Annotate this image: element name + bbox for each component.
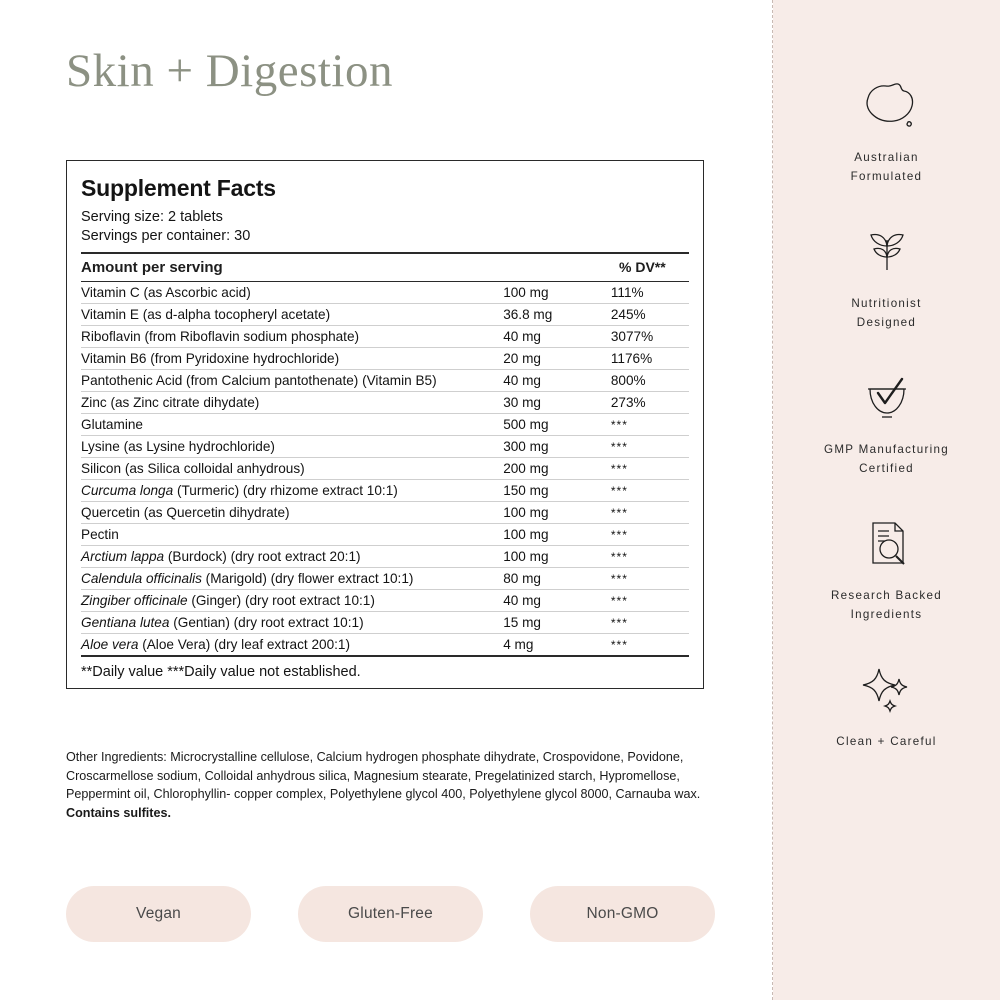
mortar-pestle-check-icon bbox=[858, 366, 916, 428]
nutrient-name: Vitamin C (as Ascorbic acid) bbox=[81, 282, 503, 304]
badge-non-gmo: Non-GMO bbox=[530, 886, 715, 942]
badge-vegan: Vegan bbox=[66, 886, 251, 942]
feature-label bbox=[851, 294, 921, 332]
serving-size: Serving size: 2 tablets bbox=[81, 209, 223, 225]
table-row bbox=[81, 326, 689, 348]
table-row bbox=[81, 414, 689, 436]
table-row bbox=[81, 370, 689, 392]
nutrient-name bbox=[81, 612, 503, 634]
nutrient-dv: *** bbox=[611, 436, 689, 458]
nutrient-latin: Aloe vera bbox=[81, 637, 139, 652]
nutrient-amount: 100 mg bbox=[503, 502, 611, 524]
nutrient-amount: 20 mg bbox=[503, 348, 611, 370]
nutrient-name bbox=[81, 634, 503, 656]
feature-label-line2: Formulated bbox=[850, 170, 923, 183]
feature-label bbox=[824, 440, 949, 478]
other-ingredients-block bbox=[66, 748, 716, 822]
feature-label-line1: Nutritionist bbox=[851, 297, 922, 310]
supplement-facts-title: Supplement Facts bbox=[81, 175, 276, 201]
nutrient-common: Glutamine bbox=[81, 417, 143, 432]
nutrient-dv: *** bbox=[611, 480, 689, 502]
nutrient-amount: 200 mg bbox=[503, 458, 611, 480]
feature-clean-careful bbox=[773, 658, 1000, 751]
vitamins-table bbox=[81, 281, 689, 655]
table-row bbox=[81, 348, 689, 370]
nutrient-amount: 30 mg bbox=[503, 392, 611, 414]
nutrient-dv: *** bbox=[611, 590, 689, 612]
nutrient-amount: 40 mg bbox=[503, 326, 611, 348]
nutrient-common: Pectin bbox=[81, 527, 119, 542]
nutrient-common: (Marigold) (dry flower extract 10:1) bbox=[201, 571, 414, 586]
table-row bbox=[81, 546, 689, 568]
document-magnifier-icon bbox=[859, 512, 915, 574]
feature-australian-formulated bbox=[773, 74, 1000, 186]
nutrient-dv: 111% bbox=[611, 282, 689, 304]
feature-label-line1: Australian bbox=[854, 151, 919, 164]
servings-per-container: Servings per container: 30 bbox=[81, 228, 251, 244]
page-title: Skin + Digestion bbox=[66, 45, 393, 97]
nutrient-dv: 800% bbox=[611, 370, 689, 392]
nutrient-dv: 245% bbox=[611, 304, 689, 326]
nutrient-amount: 300 mg bbox=[503, 436, 611, 458]
feature-label-line1: Clean + Careful bbox=[836, 735, 937, 748]
amount-per-serving-label: Amount per serving bbox=[81, 259, 223, 276]
nutrient-amount: 36.8 mg bbox=[503, 304, 611, 326]
nutrient-common: (Ginger) (dry root extract 10:1) bbox=[187, 593, 375, 608]
feature-label bbox=[831, 586, 942, 624]
nutrient-name bbox=[81, 458, 503, 480]
contains-sulfites-warning: Contains sulfites. bbox=[66, 805, 171, 820]
nutrient-dv: 3077% bbox=[611, 326, 689, 348]
nutrient-name bbox=[81, 414, 503, 436]
table-row bbox=[81, 282, 689, 304]
nutrient-name bbox=[81, 568, 503, 590]
nutrient-name bbox=[81, 436, 503, 458]
nutrient-name bbox=[81, 546, 503, 568]
nutrient-name: Riboflavin (from Riboflavin sodium phosphate) bbox=[81, 326, 503, 348]
nutrient-common: (Gentian) (dry root extract 10:1) bbox=[169, 615, 364, 630]
nutrient-dv: *** bbox=[611, 568, 689, 590]
nutrient-latin: Calendula officinalis bbox=[81, 571, 202, 586]
supplement-facts-panel bbox=[66, 160, 704, 689]
nutrient-dv: *** bbox=[611, 414, 689, 436]
nutrient-latin: Arctium lappa bbox=[81, 549, 165, 564]
table-row bbox=[81, 590, 689, 612]
other-ingredients-text: Other Ingredients: Microcrystalline cellulose, Calcium hydrogen phosphate dihydrate, Crospovidone, Povidone, Croscarmellose sodium, Colloidal anhydrous silica, Magnesium stearate, Pregelatinized starch, Hypromellose, Peppermint oil, Chlorophyllin- copper complex, Polyethylene glycol 400, Polyethylene glycol 8000, Carnauba wax. bbox=[66, 750, 701, 801]
feature-label bbox=[836, 732, 936, 751]
nutrient-dv: *** bbox=[611, 524, 689, 546]
nutrient-latin: Zingiber officinale bbox=[81, 593, 188, 608]
table-row bbox=[81, 392, 689, 414]
nutrient-amount: 40 mg bbox=[503, 370, 611, 392]
nutrient-name: Vitamin B6 (from Pyridoxine hydrochloride) bbox=[81, 348, 503, 370]
nutrient-dv: *** bbox=[611, 634, 689, 656]
nutrient-name bbox=[81, 590, 503, 612]
nutrient-amount: 80 mg bbox=[503, 568, 611, 590]
table-row bbox=[81, 480, 689, 502]
nutrient-common: (Turmeric) (dry rhizome extract 10:1) bbox=[173, 483, 398, 498]
table-row bbox=[81, 568, 689, 590]
nutrient-amount: 100 mg bbox=[503, 282, 611, 304]
table-row bbox=[81, 502, 689, 524]
features-sidebar bbox=[773, 0, 1000, 1000]
nutrient-common: (Aloe Vera) (dry leaf extract 200:1) bbox=[138, 637, 350, 652]
nutrient-amount: 40 mg bbox=[503, 590, 611, 612]
nutrient-amount: 100 mg bbox=[503, 524, 611, 546]
feature-research-backed bbox=[773, 512, 1000, 624]
feature-label bbox=[851, 148, 923, 186]
nutrient-amount: 15 mg bbox=[503, 612, 611, 634]
badge-gluten-free: Gluten-Free bbox=[298, 886, 483, 942]
nutrient-dv: *** bbox=[611, 612, 689, 634]
feature-gmp-certified bbox=[773, 366, 1000, 478]
nutrient-dv: *** bbox=[611, 502, 689, 524]
table-header-row bbox=[81, 254, 689, 281]
table-row bbox=[81, 436, 689, 458]
nutrient-amount: 500 mg bbox=[503, 414, 611, 436]
nutrient-common: Quercetin (as Quercetin dihydrate) bbox=[81, 505, 290, 520]
nutrient-dv: *** bbox=[611, 458, 689, 480]
nutrient-name: Zinc (as Zinc citrate dihydate) bbox=[81, 392, 503, 414]
feature-label-line2: Ingredients bbox=[850, 608, 923, 621]
table-row bbox=[81, 612, 689, 634]
nutrient-dv: 1176% bbox=[611, 348, 689, 370]
table-row bbox=[81, 304, 689, 326]
nutrient-common: Lysine (as Lysine hydrochloride) bbox=[81, 439, 275, 454]
table-row bbox=[81, 458, 689, 480]
feature-nutritionist-designed bbox=[773, 220, 1000, 332]
nutrient-amount: 4 mg bbox=[503, 634, 611, 656]
nutrient-common: Silicon (as Silica colloidal anhydrous) bbox=[81, 461, 305, 476]
nutrient-name: Pantothenic Acid (from Calcium pantothenate) (Vitamin B5) bbox=[81, 370, 503, 392]
dv-header-label: % DV** bbox=[619, 259, 666, 275]
nutrient-latin: Gentiana lutea bbox=[81, 615, 170, 630]
nutrient-name bbox=[81, 480, 503, 502]
leaf-sprig-icon bbox=[860, 220, 914, 282]
daily-value-footnote: **Daily value ***Daily value not established. bbox=[81, 655, 689, 680]
feature-label-line1: GMP Manufacturing bbox=[824, 443, 949, 456]
nutrient-amount: 100 mg bbox=[503, 546, 611, 568]
table-row bbox=[81, 634, 689, 656]
nutrient-name: Vitamin E (as d-alpha tocopheryl acetate) bbox=[81, 304, 503, 326]
nutrient-common: (Burdock) (dry root extract 20:1) bbox=[164, 549, 361, 564]
nutrient-name bbox=[81, 524, 503, 546]
nutrient-dv: 273% bbox=[611, 392, 689, 414]
badge-row bbox=[66, 886, 715, 942]
sparkles-icon bbox=[857, 658, 917, 720]
nutrient-latin: Curcuma longa bbox=[81, 483, 174, 498]
feature-label-line2: Certified bbox=[859, 462, 914, 475]
nutrient-name bbox=[81, 502, 503, 524]
feature-label-line2: Designed bbox=[856, 316, 917, 329]
feature-label-line1: Research Backed bbox=[830, 589, 942, 602]
table-row bbox=[81, 524, 689, 546]
nutrient-amount: 150 mg bbox=[503, 480, 611, 502]
nutrient-dv: *** bbox=[611, 546, 689, 568]
australia-map-icon bbox=[856, 74, 918, 136]
